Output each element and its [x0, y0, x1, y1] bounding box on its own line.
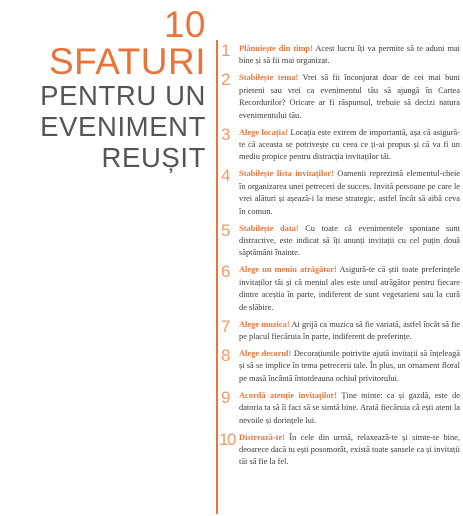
tip-number: 2 — [221, 70, 231, 90]
tip-body: Locația este extrem de importantă, așa că asigură-te că aceasta se potrivește cu ceea ce ți-ai propus și că va fi un mediu propice pentru distracția invitaților tăi. — [239, 127, 460, 162]
tip-heading: Alege decorul! — [239, 349, 292, 359]
tip-heading: Plănuiește din timp! — [239, 44, 313, 53]
tip-item — [220, 168, 460, 217]
tip-heading: Distrează-te! — [239, 432, 285, 442]
tip-body: Oamenii reprezintă elementul-cheie în organizarea unei petreceri de succes. Invită persoane pe care le vrei alături și așează-i la mese strategic, astfel încât să aibă ceva în comun. — [239, 169, 460, 216]
tip-heading: Alege muzica! — [239, 319, 290, 329]
title-block — [0, 6, 206, 173]
tip-body: Ai grijă ca muzica să fie variată, astfel încât să fie pe placul fiecăruia în parte, indiferent de preferințe. — [239, 319, 460, 341]
tip-number: 7 — [221, 316, 231, 336]
tip-item — [220, 124, 460, 164]
tip-number: 9 — [221, 387, 231, 407]
tip-number: 5 — [221, 220, 231, 240]
title-line-2: PENTRU UN — [40, 80, 206, 111]
tip-text — [239, 72, 460, 121]
tip-text — [239, 43, 460, 68]
tip-number: 6 — [221, 262, 231, 282]
tip-text — [239, 264, 460, 313]
tip-text — [239, 127, 460, 164]
tip-item — [220, 43, 460, 68]
tip-heading: Stabilește tema! — [239, 73, 299, 83]
tip-heading: Alege un meniu atrăgător! — [239, 265, 337, 275]
tip-body: Vrei să fii înconjurat doar de cei mai buni prieteni sau vrei ca evenimentul tău să ajungă în Cartea Recordurilor? Oricare ar fi răspunsul, trebuie să decizi natura evenimentului tău. — [239, 73, 461, 120]
tip-text — [239, 319, 460, 344]
title-line-3: EVENIMENT — [40, 111, 206, 142]
tip-item — [220, 72, 460, 121]
tip-number: 3 — [221, 124, 231, 144]
tip-heading: Acordă atenție invitaților! — [239, 390, 338, 400]
tip-body: Acest lucru îți va permite să te aduni mai bine și să fii mai organizat. — [239, 44, 461, 66]
tip-body: Asigură-te că știi toate preferințele invitaților tăi și că meniul ales este unul atrăgător pentru fiecare dintre aceștia în parte, indiferent de sunt vegetarieni sau la cură de slăbire. — [239, 265, 460, 312]
tip-text — [239, 168, 460, 217]
tip-item — [220, 316, 460, 344]
tip-text — [239, 390, 460, 427]
tip-text — [239, 223, 460, 260]
tips-list — [220, 43, 460, 474]
title-line-1: 10 SFATURI — [49, 4, 206, 82]
tip-text — [239, 432, 460, 469]
tip-item — [220, 264, 460, 313]
tip-number: 10 — [219, 429, 235, 449]
title-line-4: REUȘIT — [101, 142, 206, 173]
tip-heading: Stabilește lista invitaților! — [239, 169, 334, 179]
tip-number: 4 — [221, 166, 231, 186]
tip-body: Decorațiunile potrivite ajută invitații să înțeleagă și să se implice în tema petrecerii tale. În plus, un ornament floral pe masă încântă întotdeauna ochiul privitorului. — [239, 349, 460, 383]
tip-number: 1 — [221, 41, 231, 60]
tip-heading: Alege locația! — [239, 127, 288, 137]
tip-heading: Stabilește data! — [239, 223, 299, 233]
tip-text — [239, 348, 460, 385]
tip-item — [220, 348, 460, 385]
tip-number: 8 — [221, 346, 231, 366]
tip-item — [219, 429, 460, 469]
vertical-divider — [216, 40, 218, 514]
tip-body: În cele din urmă, relaxează-te și simte-te bine, deoarece dacă tu ești posomorât, există toate șansele ca și invitații tăi să fie la fel. — [239, 432, 460, 467]
tip-body: Cu toate că evenimentele spontane sunt distractive, este indicat să îți anunți invitații cu cel puțin două săptămâni înainte. — [239, 223, 460, 258]
tip-item — [220, 387, 460, 427]
tip-item — [220, 220, 460, 260]
tip-body: Ține minte: ca și gazdă, este de datoria ta să îi faci să se simtă bine. Arată fiecăruia că ești atent la nevoile și dorințele lui. — [239, 390, 460, 425]
